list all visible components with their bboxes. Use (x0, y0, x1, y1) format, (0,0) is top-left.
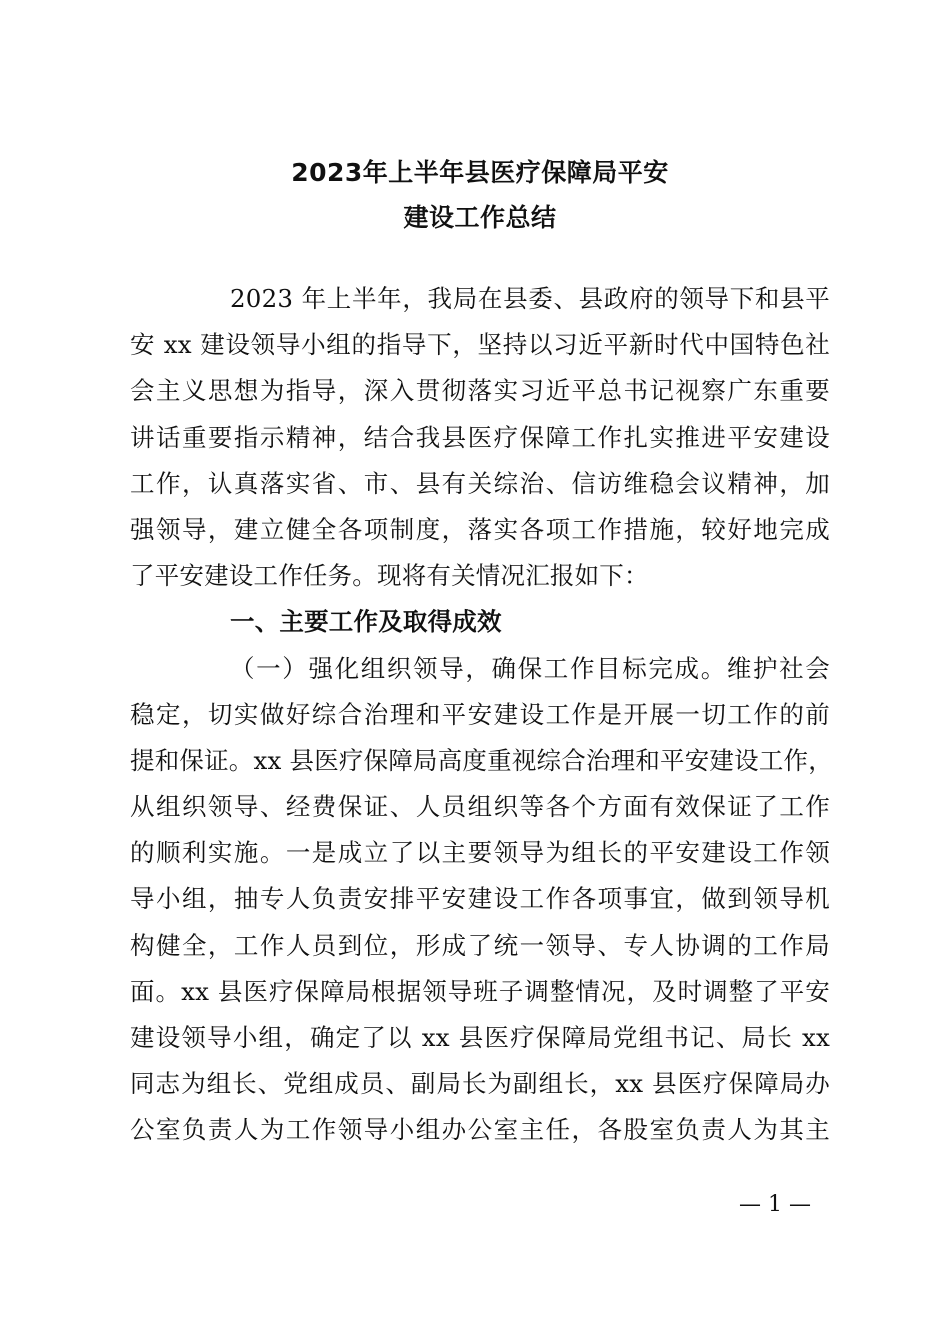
paragraph-line: 建设领导小组，确定了以 xx 县医疗保障局党组书记、局长 xx (130, 1023, 830, 1052)
paragraph-line: 2023 年上半年，我局在县委、县政府的领导下和县平 (230, 284, 830, 313)
document-title-line-1: 2023年上半年县医疗保障局平安 (291, 158, 669, 187)
paragraph-line: 稳定，切实做好综合治理和平安建设工作是开展一切工作的前 (130, 699, 830, 729)
paragraph-line: 同志为组长、党组成员、副局长为副组长，xx 县医疗保障局办 (130, 1069, 830, 1099)
paragraph-line: 强领导，建立健全各项制度，落实各项工作措施，较好地完成 (130, 514, 830, 544)
paragraph-line: 提和保证。xx 县医疗保障局高度重视综合治理和平安建设工作， (130, 745, 833, 775)
paragraph-line: 面。xx 县医疗保障局根据领导班子调整情况，及时调整了平安 (130, 976, 830, 1006)
paragraph-line: 从组织领导、经费保证、人员组织等各个方面有效保证了工作 (130, 792, 830, 822)
paragraph-line: 了平安建设工作任务。现将有关情况汇报如下： (130, 561, 649, 591)
document-body (130, 276, 833, 1154)
paragraph-line: （一）强化组织领导，确保工作目标完成。维护社会 (230, 653, 830, 683)
paragraph-line: 会主义思想为指导，深入贯彻落实习近平总书记视察广东重要 (130, 376, 830, 406)
paragraph-line: 工作，认真落实省、市、县有关综治、信访维稳会议精神，加 (130, 468, 830, 498)
paragraph-line: 的顺利实施。一是成立了以主要领导为组长的平安建设工作领 (130, 838, 830, 868)
page-number: — 1 — (739, 1192, 811, 1217)
paragraph-line: 导小组，抽专人负责安排平安建设工作各项事宜，做到领导机 (130, 884, 830, 914)
paragraph-line: 构健全，工作人员到位，形成了统一领导、专人协调的工作局 (130, 930, 830, 960)
paragraph-line: 讲话重要指示精神，结合我县医疗保障工作扎实推进平安建设 (130, 422, 830, 452)
paragraph-line: 公室负责人为工作领导小组办公室主任，各股室负责人为其主 (130, 1115, 830, 1145)
document-title-line-2: 建设工作总结 (403, 203, 557, 232)
section-heading: 一、主要工作及取得成效 (230, 607, 502, 637)
paragraph-line: 安 xx 建设领导小组的指导下，坚持以习近平新时代中国特色社 (130, 330, 830, 360)
